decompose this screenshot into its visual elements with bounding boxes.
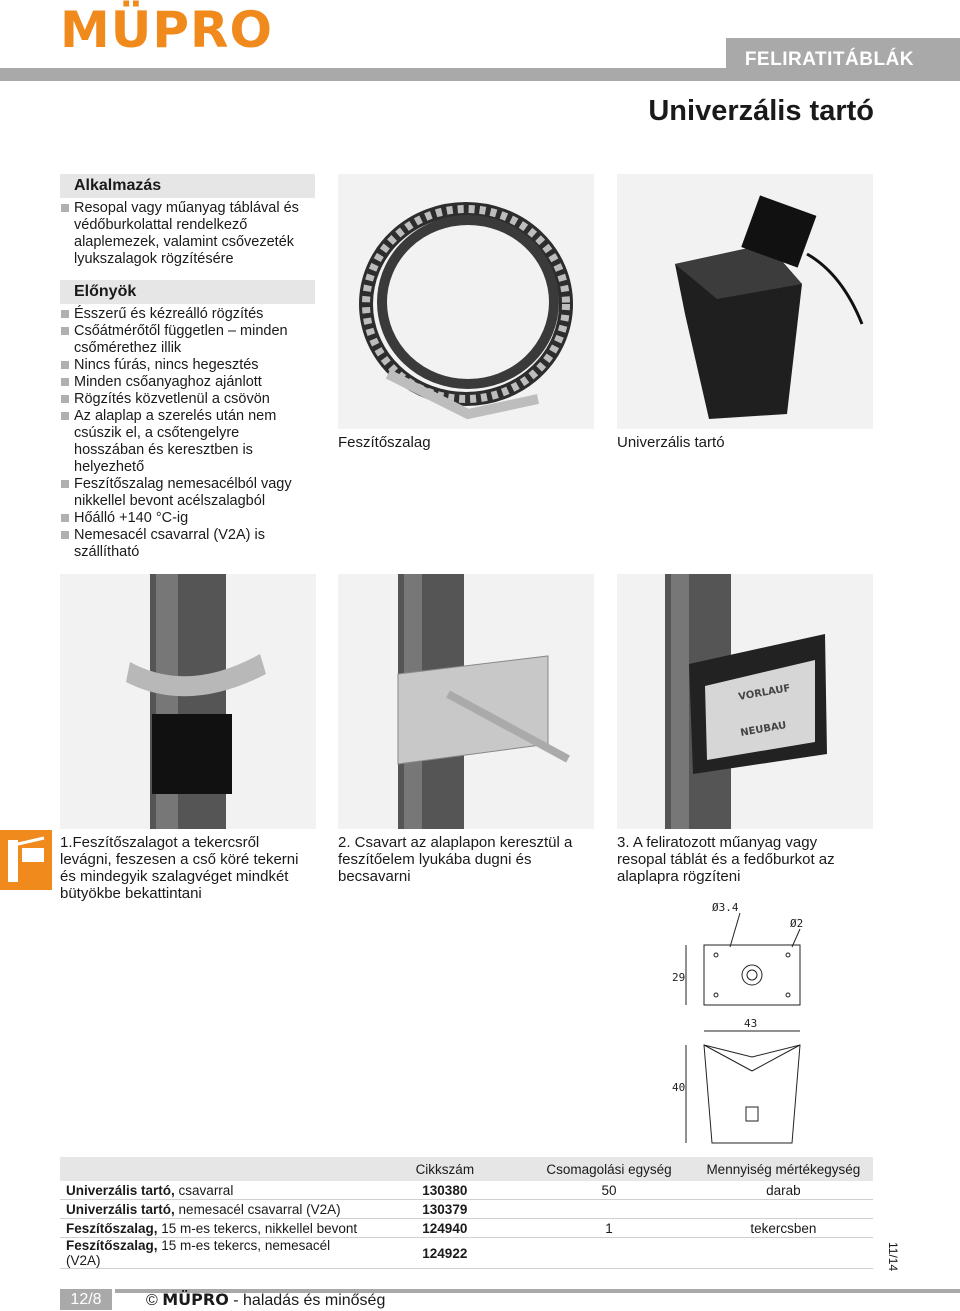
page-title: Univerzális tartó (648, 95, 874, 127)
pack-unit: 50 (524, 1181, 693, 1200)
application-heading: Alkalmazás (60, 174, 315, 198)
table-row (60, 1238, 873, 1269)
product-name: Feszítőszalag, (66, 1220, 158, 1236)
list-item: Nincs fúrás, nincs hegesztés (60, 357, 300, 374)
product-variant: nemesacél csavarral (V2A) (174, 1201, 341, 1217)
list-item: Minden csőanyaghoz ajánlott (60, 374, 300, 391)
side-code: 11/14 (886, 1242, 900, 1272)
advantages-list (60, 306, 300, 561)
article-number: 124922 (365, 1238, 524, 1269)
advantages-heading: Előnyök (60, 280, 315, 304)
step-2-text: 2. Csavart az alaplapon keresztül a feszítőelem lyukába dugni és becsavarni (338, 834, 573, 885)
pack-unit (524, 1200, 693, 1219)
quantity-unit (694, 1238, 873, 1269)
sign-label-2: NEUBAU (739, 720, 788, 739)
list-item: Resopal vagy műanyag táblával és védőburkolattal rendelkező alaplemezek, valamint csővezeték lyukszalagok rögzítésére (60, 200, 300, 268)
page-number: 12/8 (60, 1289, 112, 1310)
dim-hole-small: Ø2 (790, 917, 804, 930)
product-name: Feszítőszalag, (66, 1238, 158, 1253)
product-variant: 15 m-es tekercs, nikkellel bevont (157, 1220, 358, 1236)
list-item: Ésszerű és kézreálló rögzítés (60, 306, 300, 323)
step-2-photo (338, 574, 594, 829)
dim-height-29: 29 (672, 971, 686, 984)
dim-height-40: 40 (672, 1081, 686, 1094)
step-3-text: 3. A feliratozott műanyag vagy resopal táblát és a fedőburkot az alaplapra rögzíteni (617, 834, 835, 885)
list-item: Rögzítés közvetlenül a csövön (60, 391, 300, 408)
table-header-unit: Mennyiség mértékegység (694, 1157, 873, 1181)
sign-label-1: VORLAUF (737, 682, 792, 703)
step-3-photo (617, 574, 873, 829)
footer-brand: MÜPRO (162, 1290, 229, 1309)
category-label: FELIRATITÁBLÁK (744, 49, 914, 70)
list-item: Hőálló +140 °C-ig (60, 510, 300, 527)
tension-band-photo (338, 174, 594, 429)
product-name: Univerzális tartó, (66, 1201, 175, 1217)
table-header-pack: Csomagolási egység (524, 1157, 693, 1181)
table-row (60, 1219, 873, 1238)
product-name: Univerzális tartó, (66, 1182, 175, 1198)
table-header-name (60, 1157, 365, 1181)
footer-text (146, 1289, 385, 1311)
product-variant: 15 m-es tekercs, nemesacél (V2A) (66, 1238, 331, 1268)
list-item: Nemesacél csavarral (V2A) is szállítható (60, 527, 300, 561)
dim-hole-large: Ø3.4 (712, 901, 739, 914)
list-item: Feszítőszalag nemesacélból vagy nikkellel bevont acélszalagból (60, 476, 300, 510)
pack-unit: 1 (524, 1219, 693, 1238)
universal-holder-photo (617, 174, 873, 429)
dim-width-43: 43 (744, 1017, 758, 1030)
list-item: Az alaplap a szerelés után nem csúszik el, a csőtengelyre hosszában és keresztben is helyezhető (60, 408, 300, 476)
brand-logo: MÜPRO (60, 1, 274, 59)
universal-holder-caption: Univerzális tartó (617, 434, 725, 451)
article-number: 124940 (365, 1219, 524, 1238)
installation-icon (0, 830, 52, 890)
product-variant: csavarral (174, 1182, 234, 1198)
footer-slogan: - haladás és minőség (228, 1292, 386, 1309)
quantity-unit: darab (694, 1181, 873, 1200)
pack-unit (524, 1238, 693, 1269)
copyright-symbol: © (146, 1292, 158, 1309)
article-number: 130380 (365, 1181, 524, 1200)
quantity-unit (694, 1200, 873, 1219)
step-1-photo (60, 574, 316, 829)
technical-drawing (660, 895, 860, 1153)
step-1-text: 1.Feszítőszalagot a tekercsről levágni, feszesen a cső köré tekerni és mindegyik szalagvéget mindkét bütyökbe bekattintani (60, 834, 299, 902)
tension-band-caption: Feszítőszalag (338, 434, 431, 451)
table-header-code: Cikkszám (365, 1157, 524, 1181)
table-row (60, 1200, 873, 1219)
article-number: 130379 (365, 1200, 524, 1219)
application-list (60, 200, 300, 268)
order-table (60, 1157, 873, 1269)
table-row (60, 1181, 873, 1200)
quantity-unit: tekercsben (694, 1219, 873, 1238)
list-item: Csőátmérőtől független – minden csőmérethez illik (60, 323, 300, 357)
